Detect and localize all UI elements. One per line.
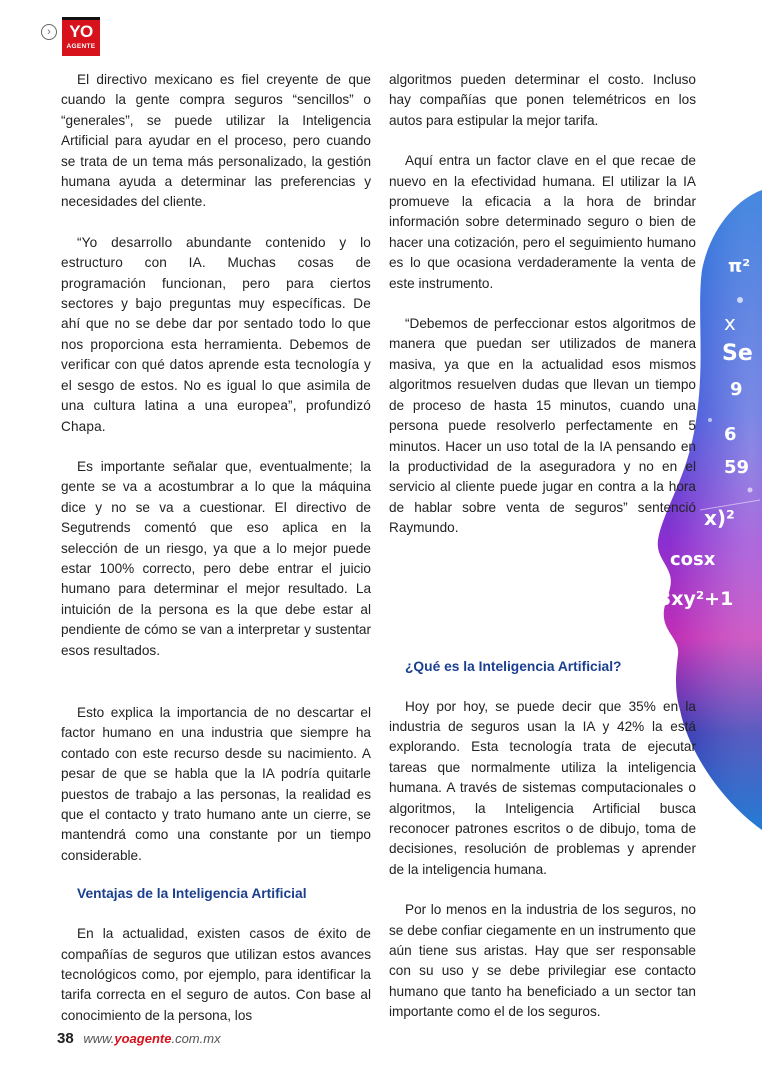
math-glyph: 3xy²+1: [658, 588, 734, 610]
section-heading: ¿Qué es la Inteligencia Artificial?: [405, 658, 622, 674]
previous-page-arrow-icon[interactable]: ›: [41, 24, 57, 40]
paragraph: algoritmos pueden determinar el costo. Incluso hay compañías que ponen telemétricos en los autos para estipular la mejor tarifa.: [389, 72, 696, 128]
paragraph: “Debemos de perfeccionar estos algoritmos de manera que puedan ser utilizados de manera masiva, ya que en la actualidad esos mismos algoritmos resuelven dudas que llevan un tiempo de proceso de hasta 15 minutos, cuando una persona puede resolverlo perfectamente en 5 minutos. Hacer un uso total de la IA pensando en la productividad de la aseguradora y no en el servicio al cliente puede jugar en contra a la hora de hablar sobre venta de seguros” sentenció Raymundo.: [389, 316, 696, 536]
logo-yo: YO: [69, 22, 93, 41]
paragraph: Esto explica la importancia de no descartar el factor humano en una industria que siempre ha contado con este recurso desde su nacimiento. A pesar de que se habla que la IA podría quitarle puestos de trabajo a las personas, la realidad es que el contacto y trato humano ante un cierre, se mantendrá como una constante por un tiempo considerable.: [61, 704, 371, 863]
page-footer: [57, 1030, 221, 1047]
math-glyph: x)²: [704, 506, 735, 530]
paragraph: “Yo desarrollo abundante contenido y lo estructuro con IA. Muchas cosas de programación funcionan, pero para ciertos sectores y bajo preguntas muy específicas. De ahí que no se debe dar por sentado todo lo que nos proporciona esta herramienta. Debemos de verificar con qué datos aprende esta tecnología y el sesgo de estos. No es igual lo que asimila de una cultura latina a una europea”, profundizó Chapa.: [61, 234, 371, 434]
math-glyph: 6: [724, 424, 737, 445]
site-brand: yoagente: [114, 1031, 172, 1046]
math-glyph: π²: [728, 256, 751, 277]
paragraph: El directivo mexicano es fiel creyente de que cuando la gente compra seguros “sencillos” o “generales”, se puede utilizar la Inteligencia Artificial para ayudar en el proceso, pero cuando se trata de un tema más personalizado, la gestión humana ayuda a determinar las preferencias y necesidades del cliente.: [61, 72, 371, 210]
site-suffix: .com.mx: [171, 1031, 221, 1046]
paragraph: Por lo menos en la industria de los seguros, no se debe confiar ciegamente en un instrumento que aún tiene sus aristas. Hay que ser responsable con su uso y se debe privilegiar ese contacto humano que tanto ha beneficiado a un sector tan importante como el de los seguros.: [389, 902, 696, 1020]
logo-agente: AGENTE: [66, 43, 96, 50]
section-heading: Ventajas de la Inteligencia Artificial: [77, 886, 307, 902]
paragraph: En la actualidad, existen casos de éxito de compañías de seguros que utilizan estos avances tecnológicos como, por ejemplo, para identificar la tarifa correcta en el seguro de autos. Con base al conocimiento de la persona, los: [61, 926, 371, 1023]
paragraph: Es importante señalar que, eventualmente; la gente se va a acostumbrar a lo que la máquina dice y no se va a cuestionar. El directivo de Segutrends comentó que eso aplica en la selección de un riesgo, ya que a lo mejor puede estar 100% correcto, pero debe entrar el juicio humano para determinar el mejor resultado. La intuición de la persona es la que debe estar al pendiente de cómo se van a interpretar y sustentar esos resultados.: [61, 458, 371, 658]
math-glyph: cosx: [670, 549, 716, 570]
paragraph: Hoy por hoy, se puede decir que 35% en la industria de seguros usan la IA y 42% la está explorando. Esta tecnología trata de ejecutar tareas que normalmente utiliza la inteligencia humana. A través de sistemas computacionales o algoritmos, la Inteligencia Artificial busca reconocer patrones escritos o de dibujo, toma de decisiones, resolución de problemas y aprender de la inteligencia humana.: [389, 698, 696, 877]
yo-agente-logo: [62, 20, 100, 56]
math-glyph: x: [724, 311, 736, 335]
math-glyph: 59: [724, 457, 750, 478]
page-number: 38: [57, 1030, 74, 1047]
site-prefix: www.: [83, 1031, 115, 1046]
website-link[interactable]: [83, 1031, 220, 1046]
right-column: [389, 70, 696, 1023]
math-glyph: Se: [722, 341, 753, 366]
paragraph: Aquí entra un factor clave en el que recae de nuevo en la efectividad humana. El utilizar la IA promueve la eficacia a la hora de brindar información sobre determinado seguro o bien de hacer una cotización, pero el seguimiento humano es lo que ocasiona verdaderamente la venta de este instrumento.: [389, 153, 696, 291]
left-column: [61, 70, 371, 1026]
math-glyph: 9: [730, 379, 743, 400]
